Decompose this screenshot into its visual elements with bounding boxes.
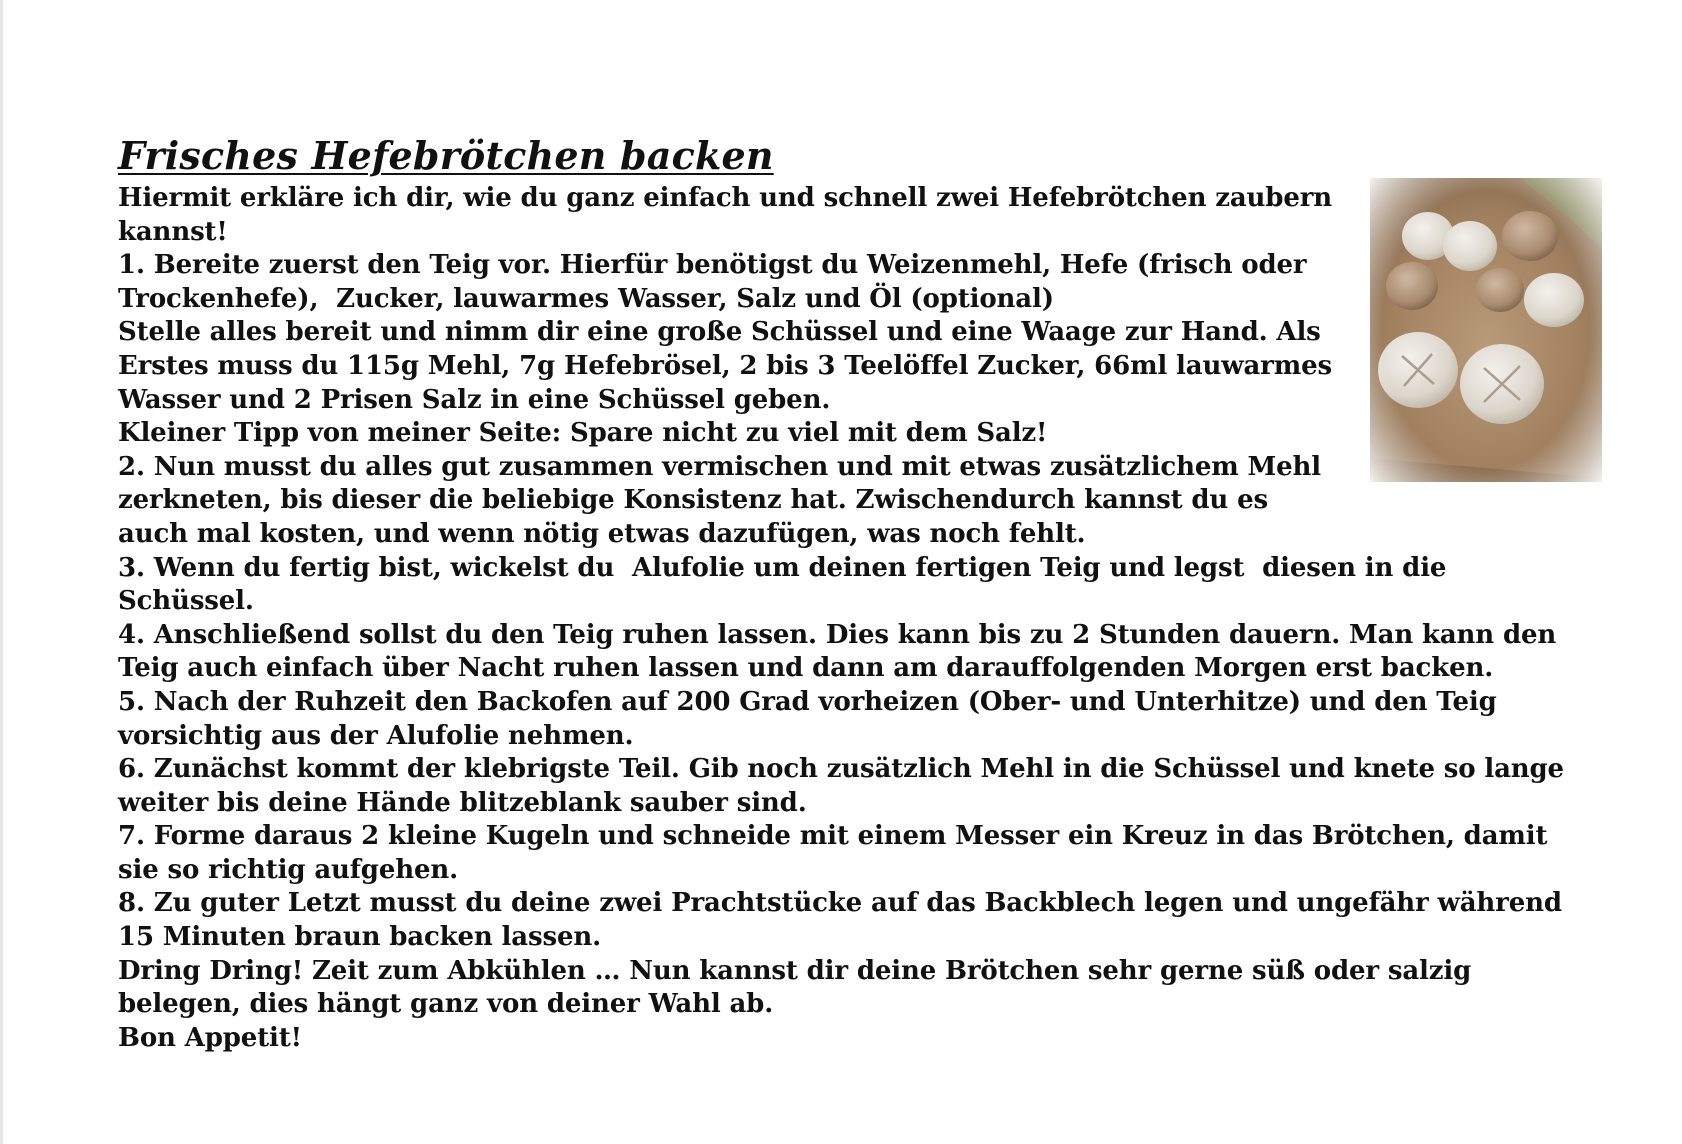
text-line: vorsichtig aus der Alufolie nehmen. (118, 720, 634, 751)
text-line: weiter bis deine Hände blitzeblank sauber sind. (118, 787, 807, 818)
text-line: 3. Wenn du fertig bist, wickelst du Alufolie um deinen fertigen Teig und legst diesen in die (118, 552, 1447, 583)
text-line: Bon Appetit! (118, 1022, 302, 1053)
text-line: sie so richtig aufgehen. (118, 854, 459, 885)
text-line: 15 Minuten braun backen lassen. (118, 922, 602, 953)
text-line: 4. Anschließend sollst du den Teig ruhen lassen. Dies kann bis zu 2 Stunden dauern. Man kann den (118, 619, 1557, 650)
text-line: Erstes muss du 115g Mehl, 7g Hefebrösel, 2 bis 3 Teelöffel Zucker, 66ml lauwarmes (118, 350, 1332, 381)
text-line: Teig auch einfach über Nacht ruhen lassen und dann am darauffolgenden Morgen erst backen. (118, 653, 1494, 684)
text-line: belegen, dies hängt ganz von deiner Wahl ab. (118, 989, 774, 1020)
text-line: 5. Nach der Ruhzeit den Backofen auf 200 Grad vorheizen (Ober- und Unterhitze) und den Teig (118, 686, 1497, 717)
text-line: 6. Zunächst kommt der klebrigste Teil. Gib noch zusätzlich Mehl in die Schüssel und knete so lange (118, 754, 1564, 785)
recipe-text (118, 182, 1578, 1055)
text-line: Dring Dring! Zeit zum Abkühlen … Nun kannst dir deine Brötchen sehr gerne süß oder salzig (118, 955, 1472, 986)
page-title: Frisches Hefebrötchen backen (118, 133, 774, 178)
baked-rolls-photo (1370, 178, 1602, 482)
text-line: Trockenhefe), Zucker, lauwarmes Wasser, Salz und Öl (optional) (118, 283, 1054, 314)
text-line: auch mal kosten, und wenn nötig etwas dazufügen, was noch fehlt. (118, 518, 1086, 549)
text-line: 1. Bereite zuerst den Teig vor. Hierfür benötigst du Weizenmehl, Hefe (frisch oder (118, 250, 1307, 281)
text-line: Kleiner Tipp von meiner Seite: Spare nicht zu viel mit dem Salz! (118, 418, 1048, 449)
document-page (118, 132, 1578, 1055)
text-line: 8. Zu guter Letzt musst du deine zwei Prachtstücke auf das Backblech legen und ungefähr während (118, 888, 1562, 919)
text-line: Schüssel. (118, 586, 254, 617)
text-line: Stelle alles bereit und nimm dir eine große Schüssel und eine Waage zur Hand. Als (118, 317, 1321, 348)
text-line: kannst! (118, 216, 228, 247)
text-line: Wasser und 2 Prisen Salz in eine Schüssel geben. (118, 384, 831, 415)
text-line: zerkneten, bis dieser die beliebige Konsistenz hat. Zwischendurch kannst du es (118, 485, 1268, 516)
text-line: 2. Nun musst du alles gut zusammen vermischen und mit etwas zusätzlichem Mehl (118, 451, 1321, 482)
page-edge (0, 0, 3, 1144)
text-line: Hiermit erkläre ich dir, wie du ganz einfach und schnell zwei Hefebrötchen zaubern (118, 183, 1333, 213)
text-line: 7. Forme daraus 2 kleine Kugeln und schneide mit einem Messer ein Kreuz in das Brötchen, damit (118, 821, 1548, 852)
